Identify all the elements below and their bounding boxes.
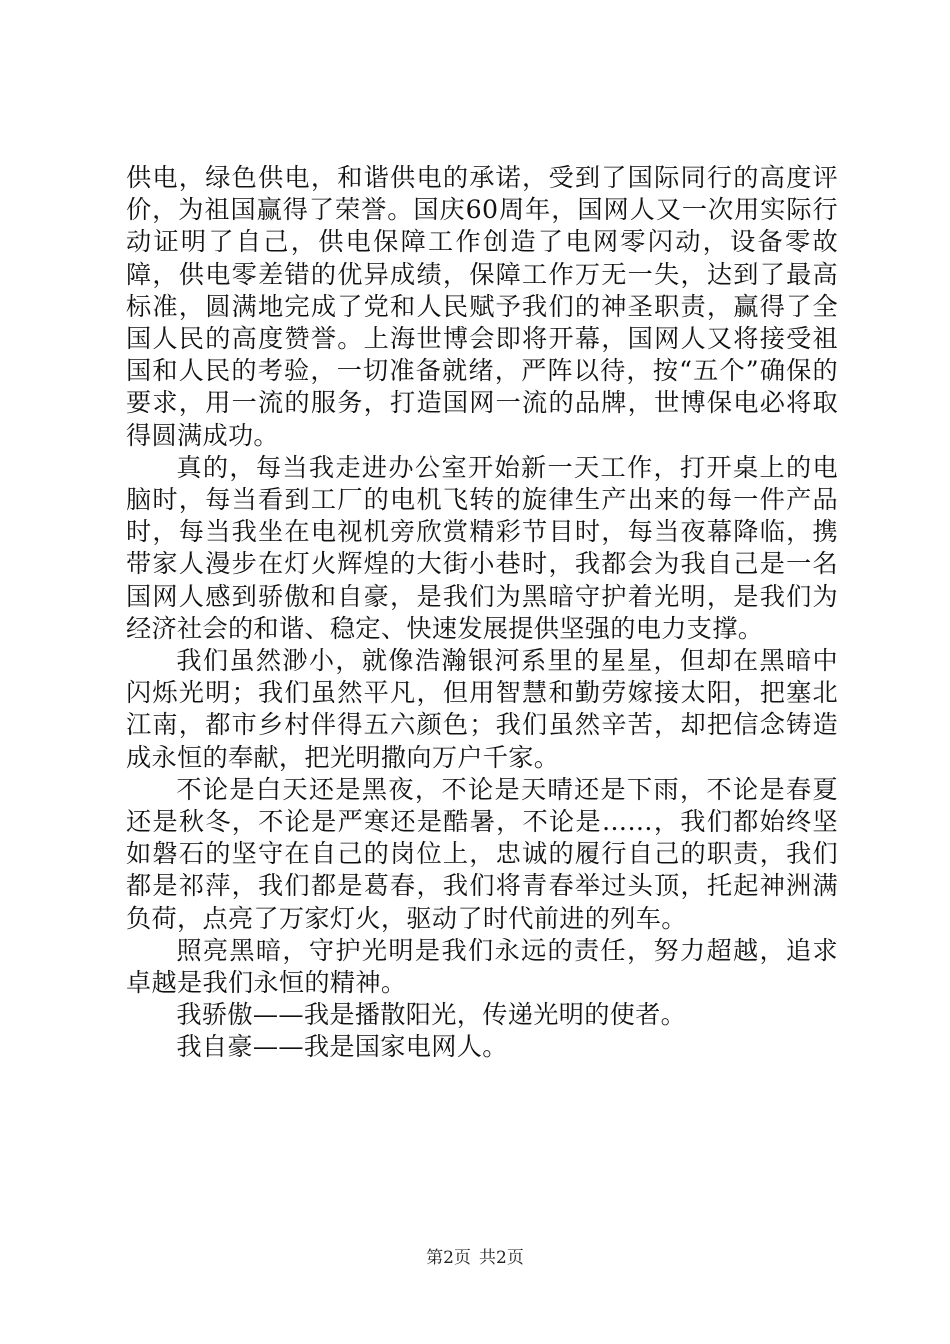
paragraph-7: 我自豪——我是国家电网人。 bbox=[176, 1032, 508, 1062]
page-footer bbox=[0, 1247, 950, 1269]
page-number: 第2页 bbox=[426, 1248, 471, 1268]
paragraph-1: 供电，绿色供电，和谐供电的承诺，受到了国际同行的高度评价，为祖国赢得了荣誉。国庆60周年，国网人又一次用实际行动证明了自己，供电保障工作创造了电网零闪动，设备零故障，供电零差错的优异成绩，保障工作万无一失，达到了最高标准，圆满地完成了党和人民赋予我们的神圣职责，赢得了全国人民的高度赞誉。上海世博会即将开幕，国网人又将接受祖国和人民的考验，一切准备就绪，严阵以待，按“五个”确保的要求，用一流的服务，打造国网一流的品牌，世博保电必将取得圆满成功。 bbox=[126, 163, 838, 450]
page-total: 共2页 bbox=[479, 1248, 524, 1268]
paragraph-3: 我们虽然渺小，就像浩瀚银河系里的星星，但却在黑暗中闪烁光明；我们虽然平凡，但用智慧和勤劳嫁接太阳，把塞北江南，都市乡村伴得五六颜色；我们虽然辛苦，却把信念铸造成永恒的奉献，把光明撒向万户千家。 bbox=[126, 646, 838, 772]
paragraph-2: 真的，每当我走进办公室开始新一天工作，打开桌上的电脑时，每当看到工厂的电机飞转的旋律生产出来的每一件产品时，每当我坐在电视机旁欣赏精彩节目时，每当夜幕降临，携带家人漫步在灯火辉煌的大街小巷时，我都会为我自己是一名国网人感到骄傲和自豪，是我们为黑暗守护着光明，是我们为经济社会的和谐、稳定、快速发展提供坚强的电力支撑。 bbox=[126, 452, 838, 643]
paragraph-6: 我骄傲——我是播散阳光，传递光明的使者。 bbox=[176, 1000, 687, 1030]
body-text bbox=[126, 162, 838, 1064]
paragraph-5: 照亮黑暗，守护光明是我们永远的责任，努力超越，追求卓越是我们永恒的精神。 bbox=[126, 935, 838, 998]
paragraph-4: 不论是白天还是黑夜，不论是天晴还是下雨，不论是春夏还是秋冬，不论是严寒还是酷暑，不论是……，我们都始终坚如磐石的坚守在自己的岗位上，忠诚的履行自己的职责，我们都是祁萍，我们都是葛春，我们将青春举过头顶，托起神洲满负荷，点亮了万家灯火，驱动了时代前进的列车。 bbox=[126, 774, 838, 933]
